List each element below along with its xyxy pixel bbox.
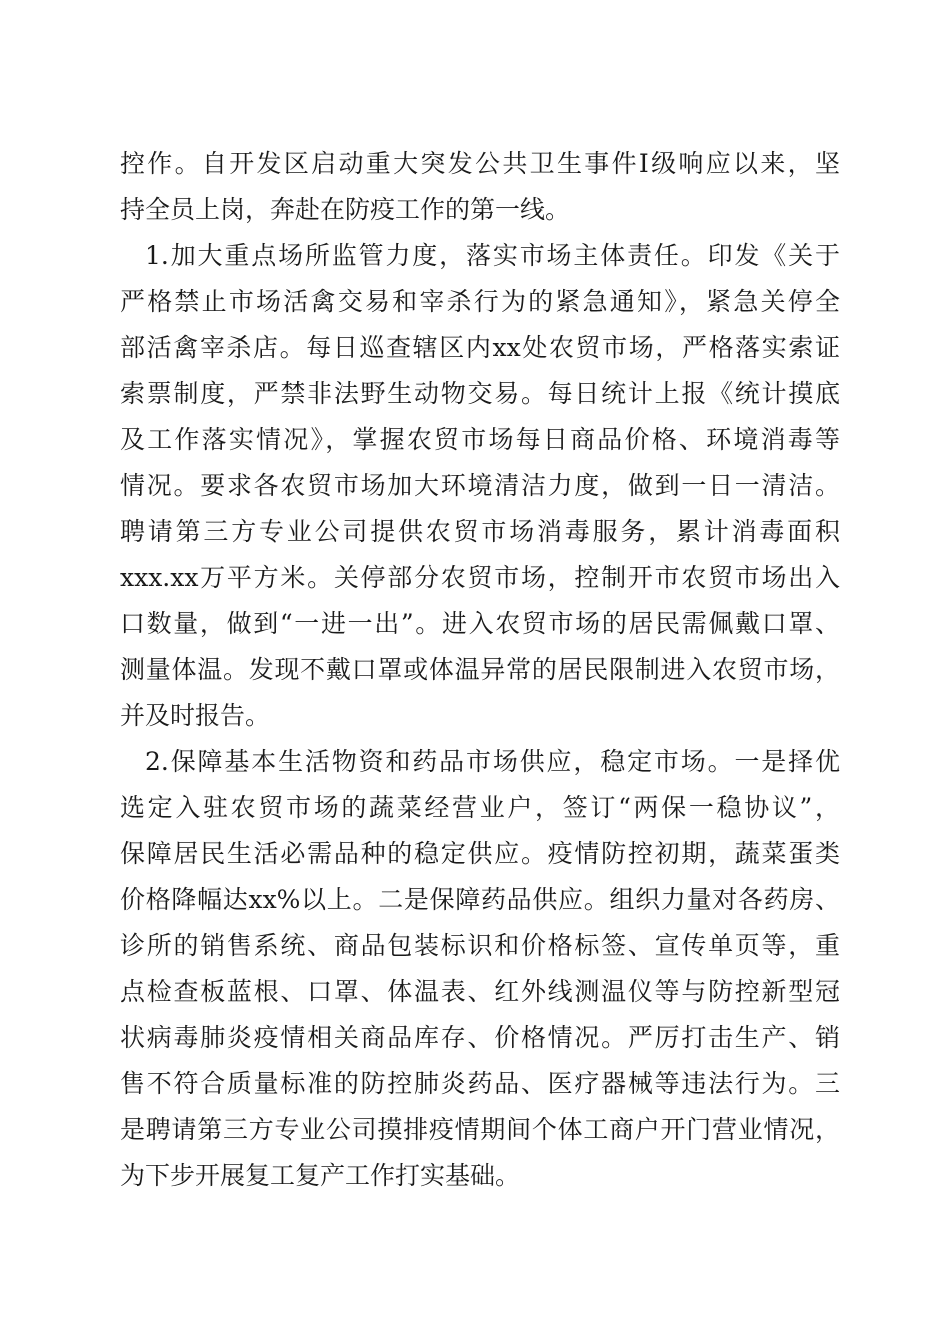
paragraph-2-line-6: 情况。要求各农贸市场加大环境清洁力度，做到一日一清洁。: [120, 471, 840, 500]
paragraph-2-line-3: 部活禽宰杀店。每日巡查辖区内xx处农贸市场，严格落实索证: [120, 333, 840, 362]
paragraph-2-line-1: 1.加大重点场所监管力度，落实市场主体责任。印发《关于: [145, 241, 840, 270]
paragraph-3-line-5: 诊所的销售系统、商品包装标识和价格标签、宣传单页等，重: [120, 931, 840, 960]
paragraph-3-line-6: 点检查板蓝根、口罩、体温表、红外线测温仪等与防控新型冠: [120, 977, 840, 1006]
paragraph-1-line-2: 持全员上岗，奔赴在防疫工作的第一线。: [120, 195, 571, 224]
paragraph-3-line-8: 售不符合质量标准的防控肺炎药品、医疗器械等违法行为。三: [120, 1069, 840, 1098]
paragraph-3-line-7: 状病毒肺炎疫情相关商品库存、价格情况。严厉打击生产、销: [120, 1023, 840, 1052]
paragraph-2-line-9: 口数量，做到“一进一出”。进入农贸市场的居民需佩戴口罩、: [120, 609, 840, 638]
paragraph-2-line-4: 索票制度，严禁非法野生动物交易。每日统计上报《统计摸底: [120, 379, 840, 408]
paragraph-2-line-7: 聘请第三方专业公司提供农贸市场消毒服务，累计消毒面积: [120, 517, 840, 546]
paragraph-2-line-10: 测量体温。发现不戴口罩或体温异常的居民限制进入农贸市场，: [120, 655, 840, 684]
document-body: [120, 141, 840, 1199]
paragraph-1-line-1: 控作。自开发区启动重大突发公共卫生事件Ⅰ级响应以来，坚: [120, 149, 840, 178]
paragraph-3-line-10: 为下步开展复工复产工作打实基础。: [120, 1161, 521, 1190]
paragraph-2-line-2: 严格禁止市场活禽交易和宰杀行为的紧急通知》，紧急关停全: [120, 287, 840, 316]
paragraph-3-line-2: 选定入驻农贸市场的蔬菜经营业户，签订“两保一稳协议”，: [120, 793, 840, 822]
paragraph-3-line-4: 价格降幅达xx%以上。二是保障药品供应。组织力量对各药房、: [120, 885, 840, 914]
paragraph-3-line-9: 是聘请第三方专业公司摸排疫情期间个体工商户开门营业情况，: [120, 1115, 840, 1144]
paragraph-2-line-11: 并及时报告。: [120, 701, 271, 730]
paragraph-2-line-5: 及工作落实情况》，掌握农贸市场每日商品价格、环境消毒等: [120, 425, 840, 454]
paragraph-3-line-3: 保障居民生活必需品种的稳定供应。疫情防控初期，蔬菜蛋类: [120, 839, 840, 868]
paragraph-3-line-1: 2.保障基本生活物资和药品市场供应，稳定市场。一是择优: [145, 747, 840, 776]
paragraph-2-line-8: xxx.xx万平方米。关停部分农贸市场，控制开市农贸市场出入: [120, 563, 840, 592]
